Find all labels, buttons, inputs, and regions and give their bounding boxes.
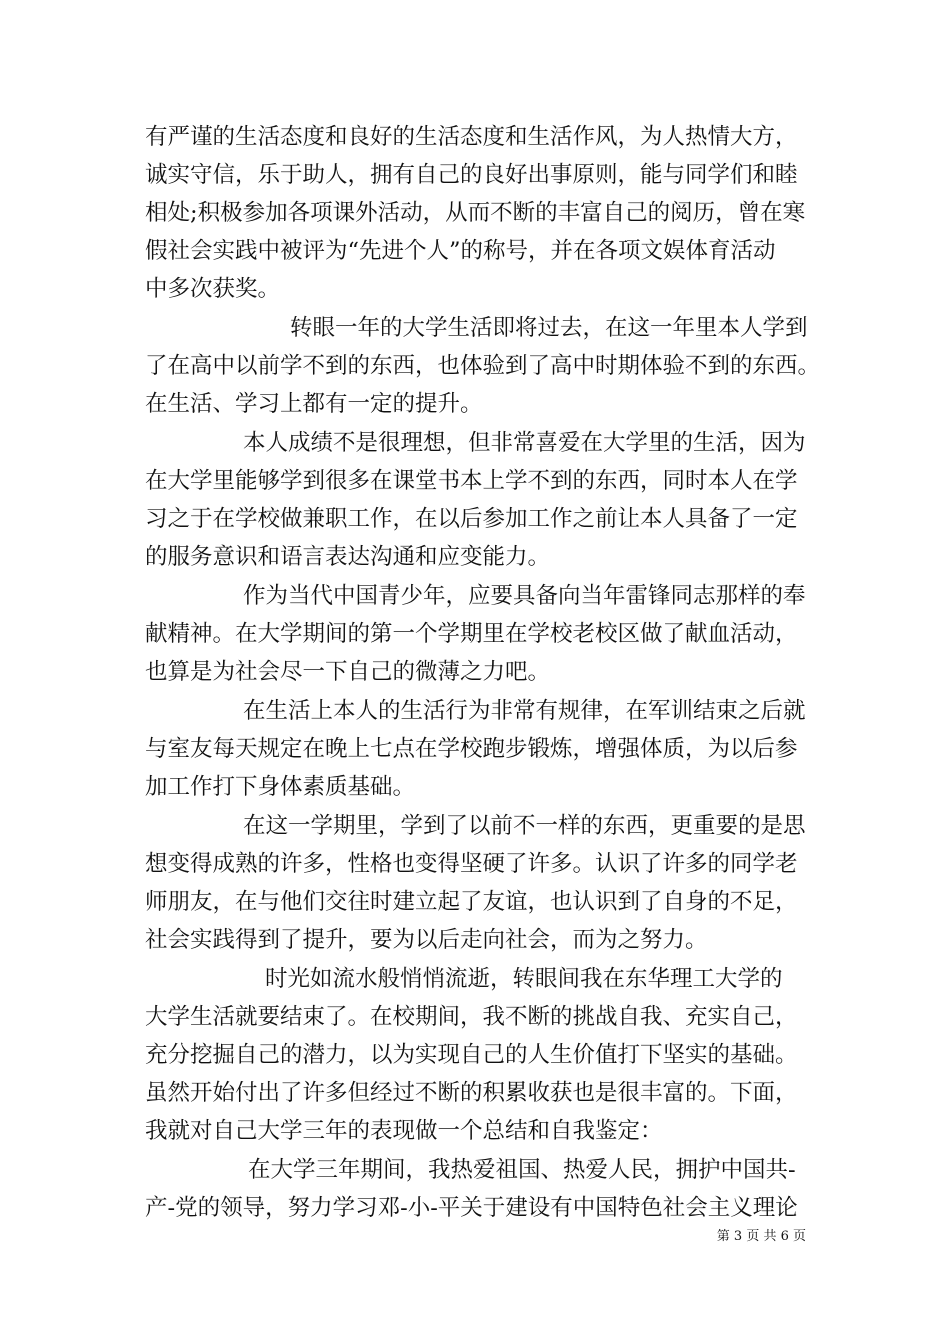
paragraph-start-line: 本人成绩不是很理想，但非常喜爱在大学里的生活，因为 [243, 430, 806, 456]
text-line: 有严谨的生活态度和良好的生活态度和生活作风，为人热情大方， [145, 124, 798, 150]
text-line: 与室友每天规定在晚上七点在学校跑步锻炼，增强体质，为以后参 [145, 736, 798, 762]
text-line: 献精神。在大学期间的第一个学期里在学校老校区做了献血活动， [145, 621, 798, 647]
paragraph-start-line: 在生活上本人的生活行为非常有规律，在军训结束之后就 [243, 698, 806, 724]
text-line: 了在高中以前学不到的东西，也体验到了高中时期体验不到的东西。 [145, 353, 821, 379]
text-line: 也算是为社会尽一下自己的微薄之力吧。 [145, 659, 551, 685]
paragraph-start-line: 转眼一年的大学生活即将过去，在这一年里本人学到 [290, 315, 808, 341]
text-line: 师朋友，在与他们交往时建立起了友谊，也认识到了自身的不足， [145, 889, 798, 915]
text-line: 我就对自己大学三年的表现做一个总结和自我鉴定： [145, 1118, 663, 1144]
text-line: 在生活、学习上都有一定的提升。 [145, 391, 483, 417]
text-line: 虽然开始付出了许多但经过不断的积累收获也是很丰富的。下面， [145, 1080, 798, 1106]
text-line: 中多次获奖。 [145, 276, 281, 302]
text-line: 大学生活就要结束了。在校期间，我不断的挑战自我、充实自己， [145, 1004, 798, 1030]
text-line: 习之于在学校做兼职工作，在以后参加工作之前让本人具备了一定 [145, 506, 798, 532]
text-line: 加工作打下身体素质基础。 [145, 774, 416, 800]
text-line: 产-党的领导，努力学习邓-小-平关于建设有中国特色社会主义理论 [145, 1195, 798, 1221]
text-line: 诚实守信，乐于助人，拥有自己的良好出事原则，能与同学们和睦 [145, 162, 798, 188]
text-line: 充分挖掘自己的潜力，以为实现自己的人生价值打下坚实的基础。 [145, 1042, 798, 1068]
paragraph-start-line: 时光如流水般悄悄流逝，转眼间我在东华理工大学的 [265, 966, 783, 992]
text-line: 相处;积极参加各项课外活动，从而不断的丰富自己的阅历，曾在寒 [145, 200, 806, 226]
text-line: 在大学里能够学到很多在课堂书本上学不到的东西，同时本人在学 [145, 468, 798, 494]
paragraph-start-line: 作为当代中国青少年，应要具备向当年雷锋同志那样的奉 [243, 583, 806, 609]
text-line: 社会实践得到了提升，要为以后走向社会，而为之努力。 [145, 927, 708, 953]
text-line: 假社会实践中被评为“先进个人”的称号，并在各项文娱体育活动 [145, 238, 776, 264]
page-number-footer: 第 3 页 共 6 页 [716, 1229, 806, 1244]
text-line: 想变得成熟的许多，性格也变得坚硬了许多。认识了许多的同学老 [145, 851, 798, 877]
text-line: 的服务意识和语言表达沟通和应变能力。 [145, 544, 551, 570]
paragraph-start-line: 在这一学期里，学到了以前不一样的东西，更重要的是思 [243, 813, 806, 839]
paragraph-start-line: 在大学三年期间，我热爱祖国、热爱人民，拥护中国共- [248, 1157, 796, 1183]
